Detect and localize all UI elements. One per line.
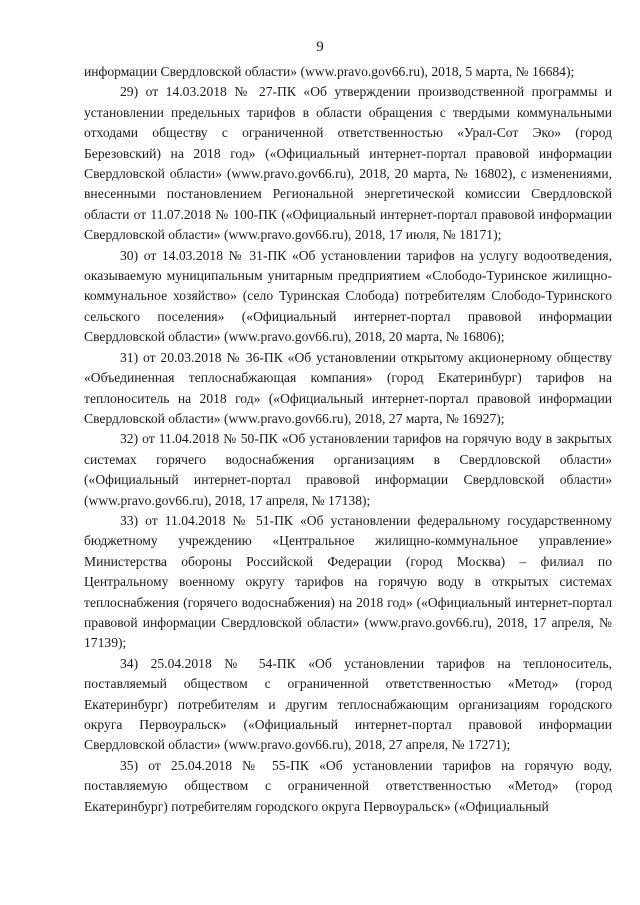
paragraph-continuation: информации Свердловской области» (www.pravo.gov66.ru), 2018, 5 марта, № 16684); [84,64,575,79]
list-item-35: 35) от 25.04.2018 № 55-ПК «Об установлении тарифов на горячую воду, поставляемую обществом с ограниченной ответственностью «Метод» (город Екатеринбург) потребителям городского округа Первоуральск» («Официальный [84,757,612,814]
page-number: 9 [316,39,324,55]
list-item-33: 33) от 11.04.2018 № 51-ПК «Об установлении федеральному государственному бюджетному учреждению «Центральное жилищно-коммунальное управление» Министерства обороны Российской Федерации (город Москва) – филиал по Центральному военному округу тарифов на горячую воду в открытых системах теплоснабжения (горячего водоснабжения) на 2018 год» («Официальный интернет-портал правовой информации Свердловской области» (www.pravo.gov66.ru), 2018, 17 апреля, № 17139); [84,512,612,651]
list-item-29: 29) от 14.03.2018 № 27-ПК «Об утверждении производственной программы и установлении предельных тарифов в области обращения с твердыми коммунальными отходами обществу с ограниченной ответственностью «Урал-Сот Эко» (город Березовский) на 2018 год» («Официальный интернет-портал правовой информации Свердловской области» (www.pravo.gov66.ru), 2018, 20 марта, № 16802), с изменениями, внесенными постановлением Региональной энергетической комиссии Свердловской области от 11.07.2018 № 100-ПК («Официальный интернет-портал правовой информации Свердловской области» (www.pravo.gov66.ru), 2018, 17 июля, № 18171); [84,84,612,243]
list-item-34: 34) 25.04.2018 № 54-ПК «Об установлении тарифов на теплоноситель, поставляемый обществом с ограниченной ответственностью «Метод» (город Екатеринбург) потребителям и другим теплоснабжающим организациям городского округа Первоуральск» («Официальный интернет-портал правовой информации Свердловской области» (www.pravo.gov66.ru), 2018, 27 апреля, № 17271); [84,655,612,753]
list-item-32: 32) от 11.04.2018 № 50-ПК «Об установлении тарифов на горячую воду в закрытых системах горячего водоснабжения организациям в Свердловской области» («Официальный интернет-портал правовой информации Свердловской области» (www.pravo.gov66.ru), 2018, 17 апреля, № 17138); [84,431,612,508]
document-body [84,62,612,817]
list-item-31: 31) от 20.03.2018 № 36-ПК «Об установлении открытому акционерному обществу «Объединенная теплоснабжающая компания» (город Екатеринбург) тарифов на теплоноситель на 2018 год» («Официальный интернет-портал правовой информации Свердловской области» (www.pravo.gov66.ru), 2018, 27 марта, № 16927); [84,349,612,426]
list-item-30: 30) от 14.03.2018 № 31-ПК «Об установлении тарифов на услугу водоотведения, оказываемую муниципальным унитарным предприятием «Слободо-Туринское жилищно-коммунальное хозяйство» (село Туринская Слобода) потребителям Слободо-Туринского сельского поселения» («Официальный интернет-портал правовой информации Свердловской области» (www.pravo.gov66.ru), 2018, 20 марта, № 16806); [84,247,612,345]
